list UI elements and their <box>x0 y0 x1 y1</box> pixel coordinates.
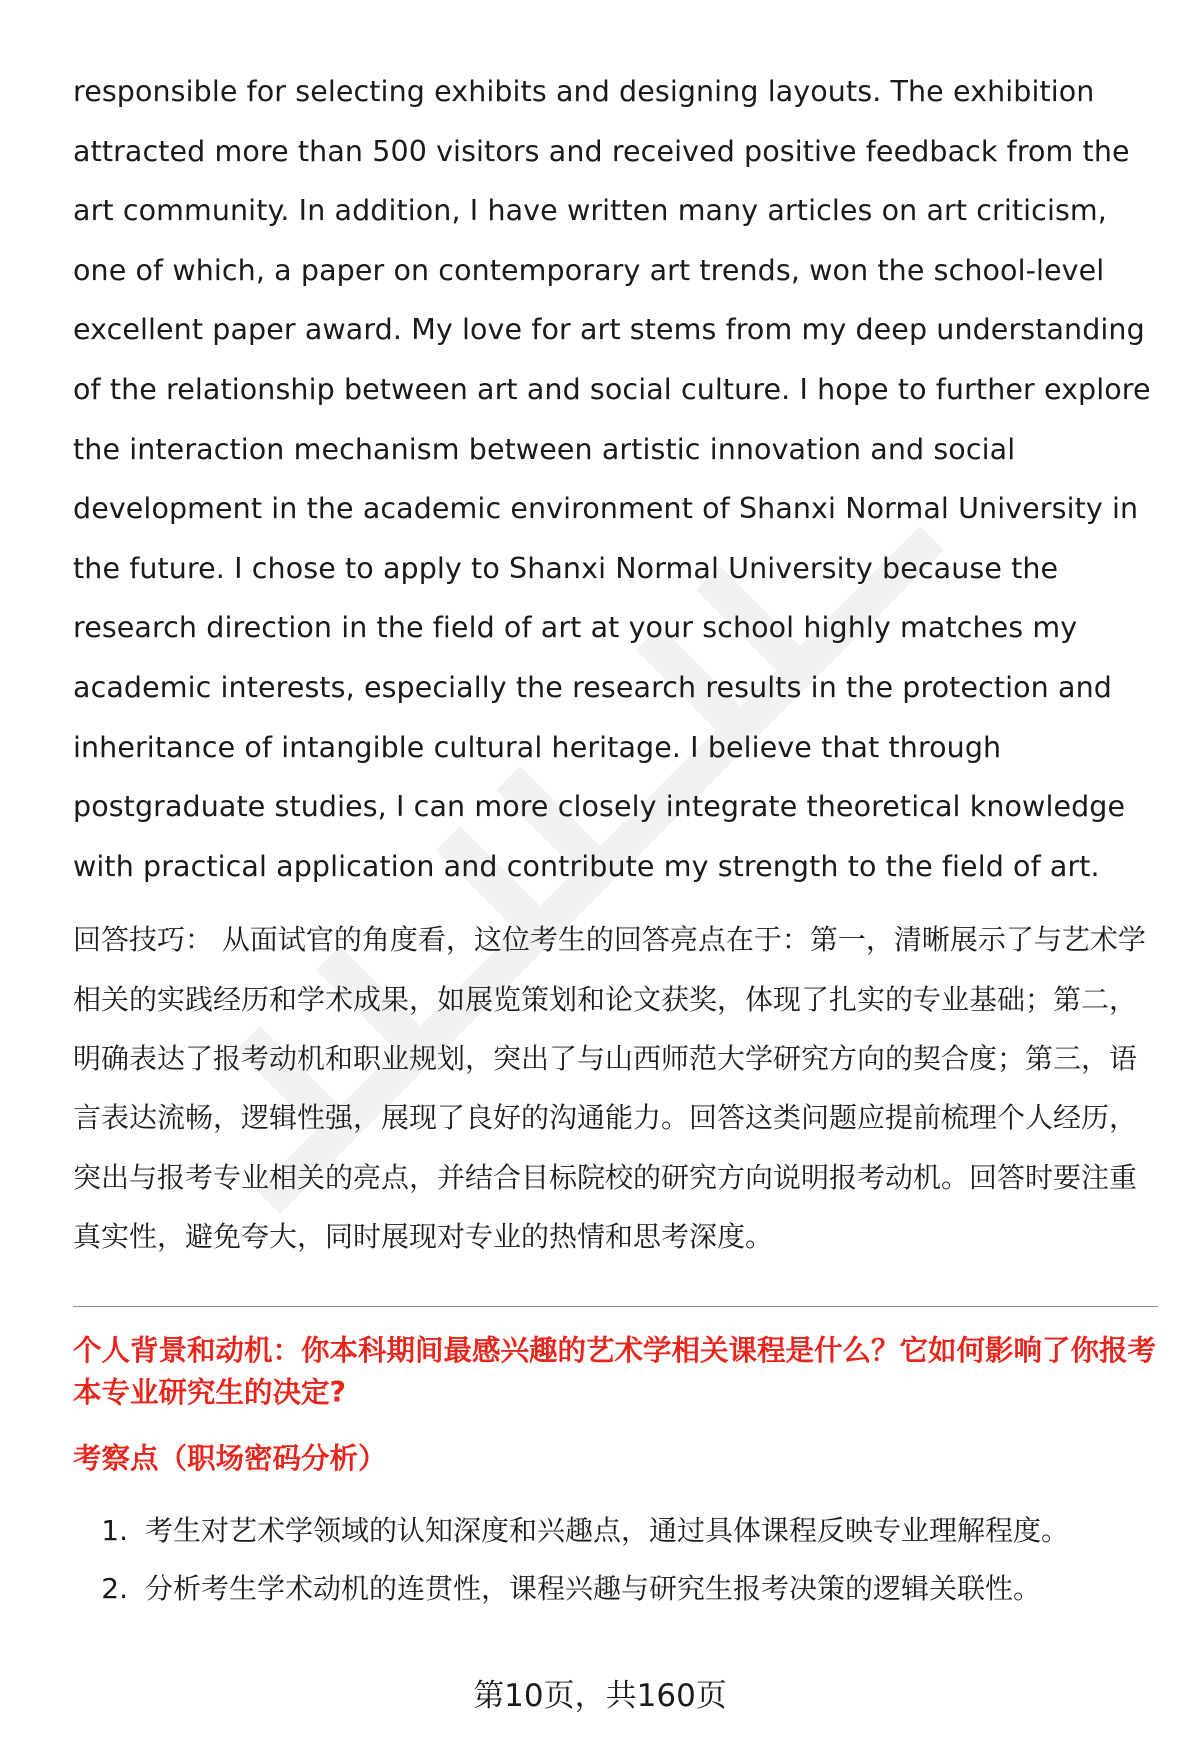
list-item-text: 分析考生学术动机的连贯性，课程兴趣与研究生报考决策的逻辑关联性。 <box>145 1572 1042 1606</box>
english-answer-paragraph: responsible for selecting exhibits and designing layouts. The exhibition attracted more than 500 visitors and received positive feedback from the art community. In addition, I have written many articles on art criticism, one of which, a paper on contemporary art trends, won the school-level excellent paper award. My love for art stems from my deep understanding of the relationship between art and social culture. I hope to further explore the interaction mechanism between artistic innovation and social development in the academic environment of Shanxi Normal University in the future. I chose to apply to Shanxi Normal University because the research direction in the field of art at your school highly matches my academic interests, especially the research results in the protection and inheritance of intangible cultural heritage. I believe that through postgraduate studies, I can more closely integrate theoretical knowledge with practical application and contribute my strength to the field of art. <box>73 75 1151 883</box>
assessment-points-list <box>73 1502 1163 1618</box>
list-item-number: 2. <box>101 1572 128 1606</box>
list-item-number: 1. <box>101 1514 128 1548</box>
assessment-heading: 考察点（职场密码分析） <box>73 1442 387 1476</box>
answer-tips-paragraph: 回答技巧： 从面试官的角度看，这位考生的回答亮点在于：第一，清晰展示了与艺术学相关的实践经历和学术成果，如展览策划和论文获奖，体现了扎实的专业基础；第二，明确表达了报考动机和职业规划，突出了与山西师范大学研究方向的契合度；第三，语言表达流畅，逻辑性强，展现了良好的沟通能力。回答这类问题应提前梳理个人经历，突出与报考专业相关的亮点，并结合目标院校的研究方向说明报考动机。回答时要注重真实性，避免夸大，同时展现对专业的热情和思考深度。 <box>73 923 1146 1253</box>
list-item-text: 考生对艺术学领域的认知深度和兴趣点，通过具体课程反映专业理解程度。 <box>145 1514 1070 1548</box>
document-page <box>73 62 1163 1618</box>
list-item <box>73 1502 1163 1560</box>
page-number-footer: 第10页，共160页 <box>473 1678 727 1714</box>
list-item <box>73 1560 1163 1618</box>
section-divider <box>73 1306 1158 1307</box>
interview-question: 个人背景和动机：你本科期间最感兴趣的艺术学相关课程是什么？它如何影响了你报考本专业研究生的决定? <box>73 1334 1157 1410</box>
